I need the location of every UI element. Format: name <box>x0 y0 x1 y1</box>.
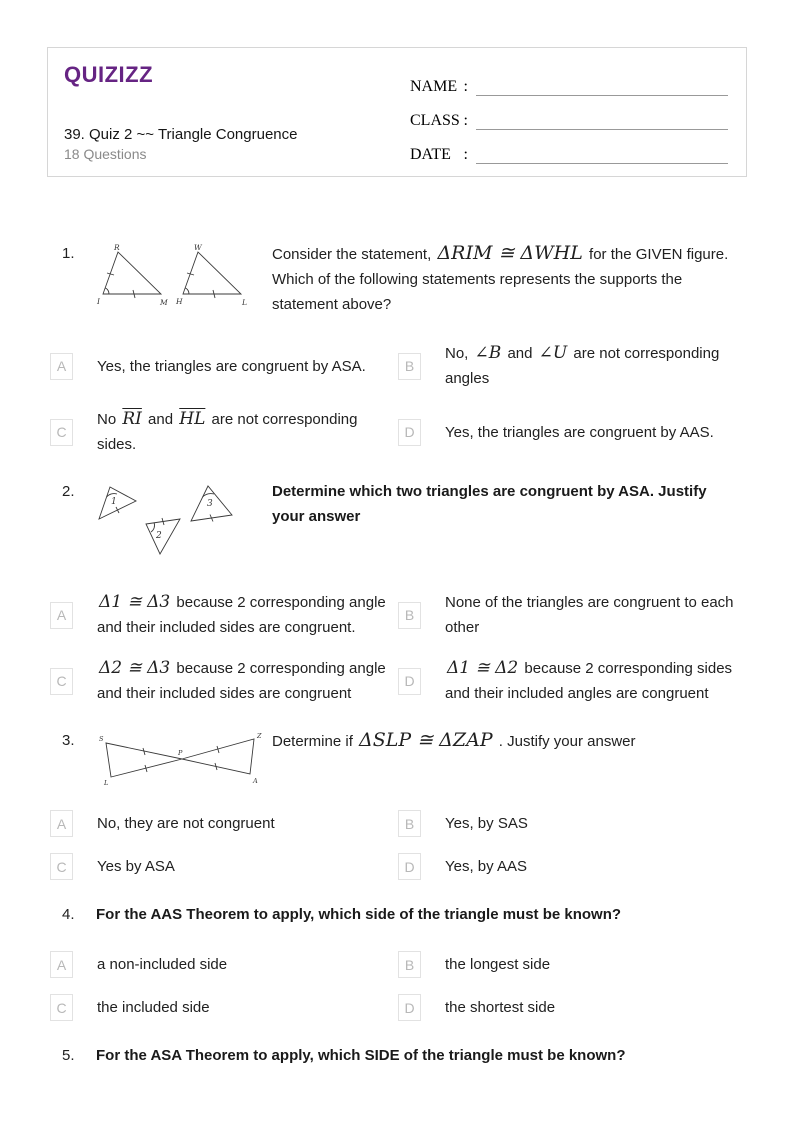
option-a <box>50 341 398 391</box>
name-field <box>410 70 728 96</box>
question-1-text: Consider the statement, ΔRIM ≅ ΔWHL for the GIVEN figure. Which of the following statements represents the supports the statement above? <box>272 242 729 313</box>
option-text: None of the triangles are congruent to each other <box>445 594 734 636</box>
option-text: the included side <box>97 999 210 1016</box>
option-d <box>398 994 747 1021</box>
question-2-options <box>50 590 747 706</box>
option-text: Yes by ASA <box>97 858 175 875</box>
math-expression: $\overline{RI}$ <box>122 409 142 429</box>
option-text: a non-included side <box>97 956 228 973</box>
question-1 <box>47 241 747 457</box>
question-3 <box>47 728 747 880</box>
figure-label: A <box>253 777 258 785</box>
option-letter-box: D <box>398 419 421 446</box>
option-text: the shortest side <box>445 999 556 1016</box>
quiz-question-count: 18 Questions <box>64 146 147 162</box>
question-1-options <box>50 341 747 457</box>
question-2 <box>47 479 747 706</box>
option-text: No $\overline{RI}$ and $\overline{HL}$ are not corresponding sides. <box>97 409 358 453</box>
name-field-line <box>476 70 728 96</box>
option-text: Yes, by SAS <box>445 815 528 832</box>
option-b <box>398 951 747 978</box>
option-text: No, ∠B and ∠U are not corresponding angles <box>445 343 720 387</box>
date-field <box>410 138 728 164</box>
option-d <box>398 407 747 457</box>
math-expression: Δ1 ≅ Δ3 <box>99 592 171 612</box>
option-c <box>50 853 398 880</box>
class-field-line <box>476 104 728 130</box>
question-3-options <box>50 810 747 880</box>
figure-label: H <box>176 297 183 306</box>
question-4-number: 4. <box>62 906 75 923</box>
option-letter-box: C <box>50 994 73 1021</box>
option-text: No, they are not congruent <box>97 815 275 832</box>
question-1-figure <box>96 241 272 317</box>
option-letter-box: D <box>398 994 421 1021</box>
option-a <box>50 590 398 640</box>
figure-label: S <box>99 735 104 743</box>
date-field-line <box>476 138 728 164</box>
figure-label: L <box>104 779 109 786</box>
question-5 <box>47 1043 747 1068</box>
option-d <box>398 853 747 880</box>
figure-label: W <box>194 243 202 252</box>
figure-label: 1 <box>111 497 117 507</box>
option-letter-box: D <box>398 668 421 695</box>
option-letter-box: A <box>50 951 73 978</box>
option-text: Δ1 ≅ Δ2 because 2 corresponding sides and their included angles are congruent <box>445 658 733 702</box>
option-letter-box: B <box>398 353 421 380</box>
option-text: the longest side <box>445 956 551 973</box>
header-box <box>47 47 747 177</box>
name-field-label: NAME : <box>410 78 468 95</box>
question-3-text: Determine if ΔSLP ≅ ΔZAP . Justify your answer <box>272 729 636 751</box>
quiz-title-block <box>64 126 297 162</box>
option-b <box>398 590 747 640</box>
math-expression: ΔSLP ≅ ΔZAP <box>359 729 493 751</box>
math-expression: $\overline{HL}$ <box>179 409 206 429</box>
student-fields <box>410 62 728 162</box>
two-triangles-figure <box>96 243 261 307</box>
option-letter-box: B <box>398 951 421 978</box>
class-field <box>410 104 728 130</box>
option-letter-box: B <box>398 602 421 629</box>
option-letter-box: B <box>398 810 421 837</box>
option-text: Δ2 ≅ Δ3 because 2 corresponding angle and their included sides are congruent <box>97 658 386 702</box>
bowtie-triangles-figure <box>96 730 266 786</box>
figure-label: M <box>160 298 168 307</box>
option-text: Yes, by AAS <box>445 858 528 875</box>
date-field-label: DATE : <box>410 146 468 163</box>
option-c <box>50 994 398 1021</box>
question-5-text: For the ASA Theorem to apply, which SIDE of the triangle must be known? <box>96 1047 626 1064</box>
question-4-options <box>50 951 747 1021</box>
quiz-title: 39. Quiz 2 ~~ Triangle Congruence <box>64 126 298 143</box>
math-expression: Δ2 ≅ Δ3 <box>99 658 171 678</box>
quizizz-logo: QUIZIZZ <box>64 62 154 87</box>
option-letter-box: A <box>50 602 73 629</box>
option-letter-box: C <box>50 853 73 880</box>
question-3-number: 3. <box>62 732 75 749</box>
question-4 <box>47 902 747 1021</box>
option-c <box>50 656 398 706</box>
figure-label: L <box>242 298 247 307</box>
question-3-figure <box>96 728 272 786</box>
option-a <box>50 810 398 837</box>
math-expression: ΔRIM ≅ ΔWHL <box>437 242 583 264</box>
math-expression: ∠B <box>474 343 502 363</box>
question-5-number: 5. <box>62 1047 75 1064</box>
figure-label: 2 <box>156 531 162 541</box>
questions-list <box>47 241 747 1092</box>
option-text: Δ1 ≅ Δ3 because 2 corresponding angle and their included sides are congruent. <box>97 592 386 636</box>
math-expression: Δ1 ≅ Δ2 <box>447 658 519 678</box>
question-2-number: 2. <box>62 483 75 500</box>
option-letter-box: D <box>398 853 421 880</box>
three-triangles-figure <box>96 481 246 566</box>
figure-label: Z <box>257 732 262 740</box>
question-2-figure <box>96 479 272 566</box>
option-letter-box: C <box>50 668 73 695</box>
question-1-number: 1. <box>62 245 75 262</box>
math-expression: ∠U <box>538 343 568 363</box>
option-b <box>398 341 747 391</box>
figure-label: 3 <box>207 499 213 509</box>
option-letter-box: A <box>50 810 73 837</box>
option-c <box>50 407 398 457</box>
option-letter-box: C <box>50 419 73 446</box>
header-left <box>64 62 297 162</box>
option-text: Yes, the triangles are congruent by ASA. <box>97 357 366 375</box>
option-letter-box: A <box>50 353 73 380</box>
option-d <box>398 656 747 706</box>
question-2-text: Determine which two triangles are congruent by ASA. Justify your answer <box>272 483 707 525</box>
figure-label: P <box>178 749 183 757</box>
figure-label: I <box>97 297 100 306</box>
option-text: Yes, the triangles are congruent by AAS. <box>445 423 714 441</box>
class-field-label: CLASS : <box>410 112 468 129</box>
question-4-text: For the AAS Theorem to apply, which side of the triangle must be known? <box>96 906 622 923</box>
option-b <box>398 810 747 837</box>
figure-label: R <box>114 243 120 252</box>
option-a <box>50 951 398 978</box>
